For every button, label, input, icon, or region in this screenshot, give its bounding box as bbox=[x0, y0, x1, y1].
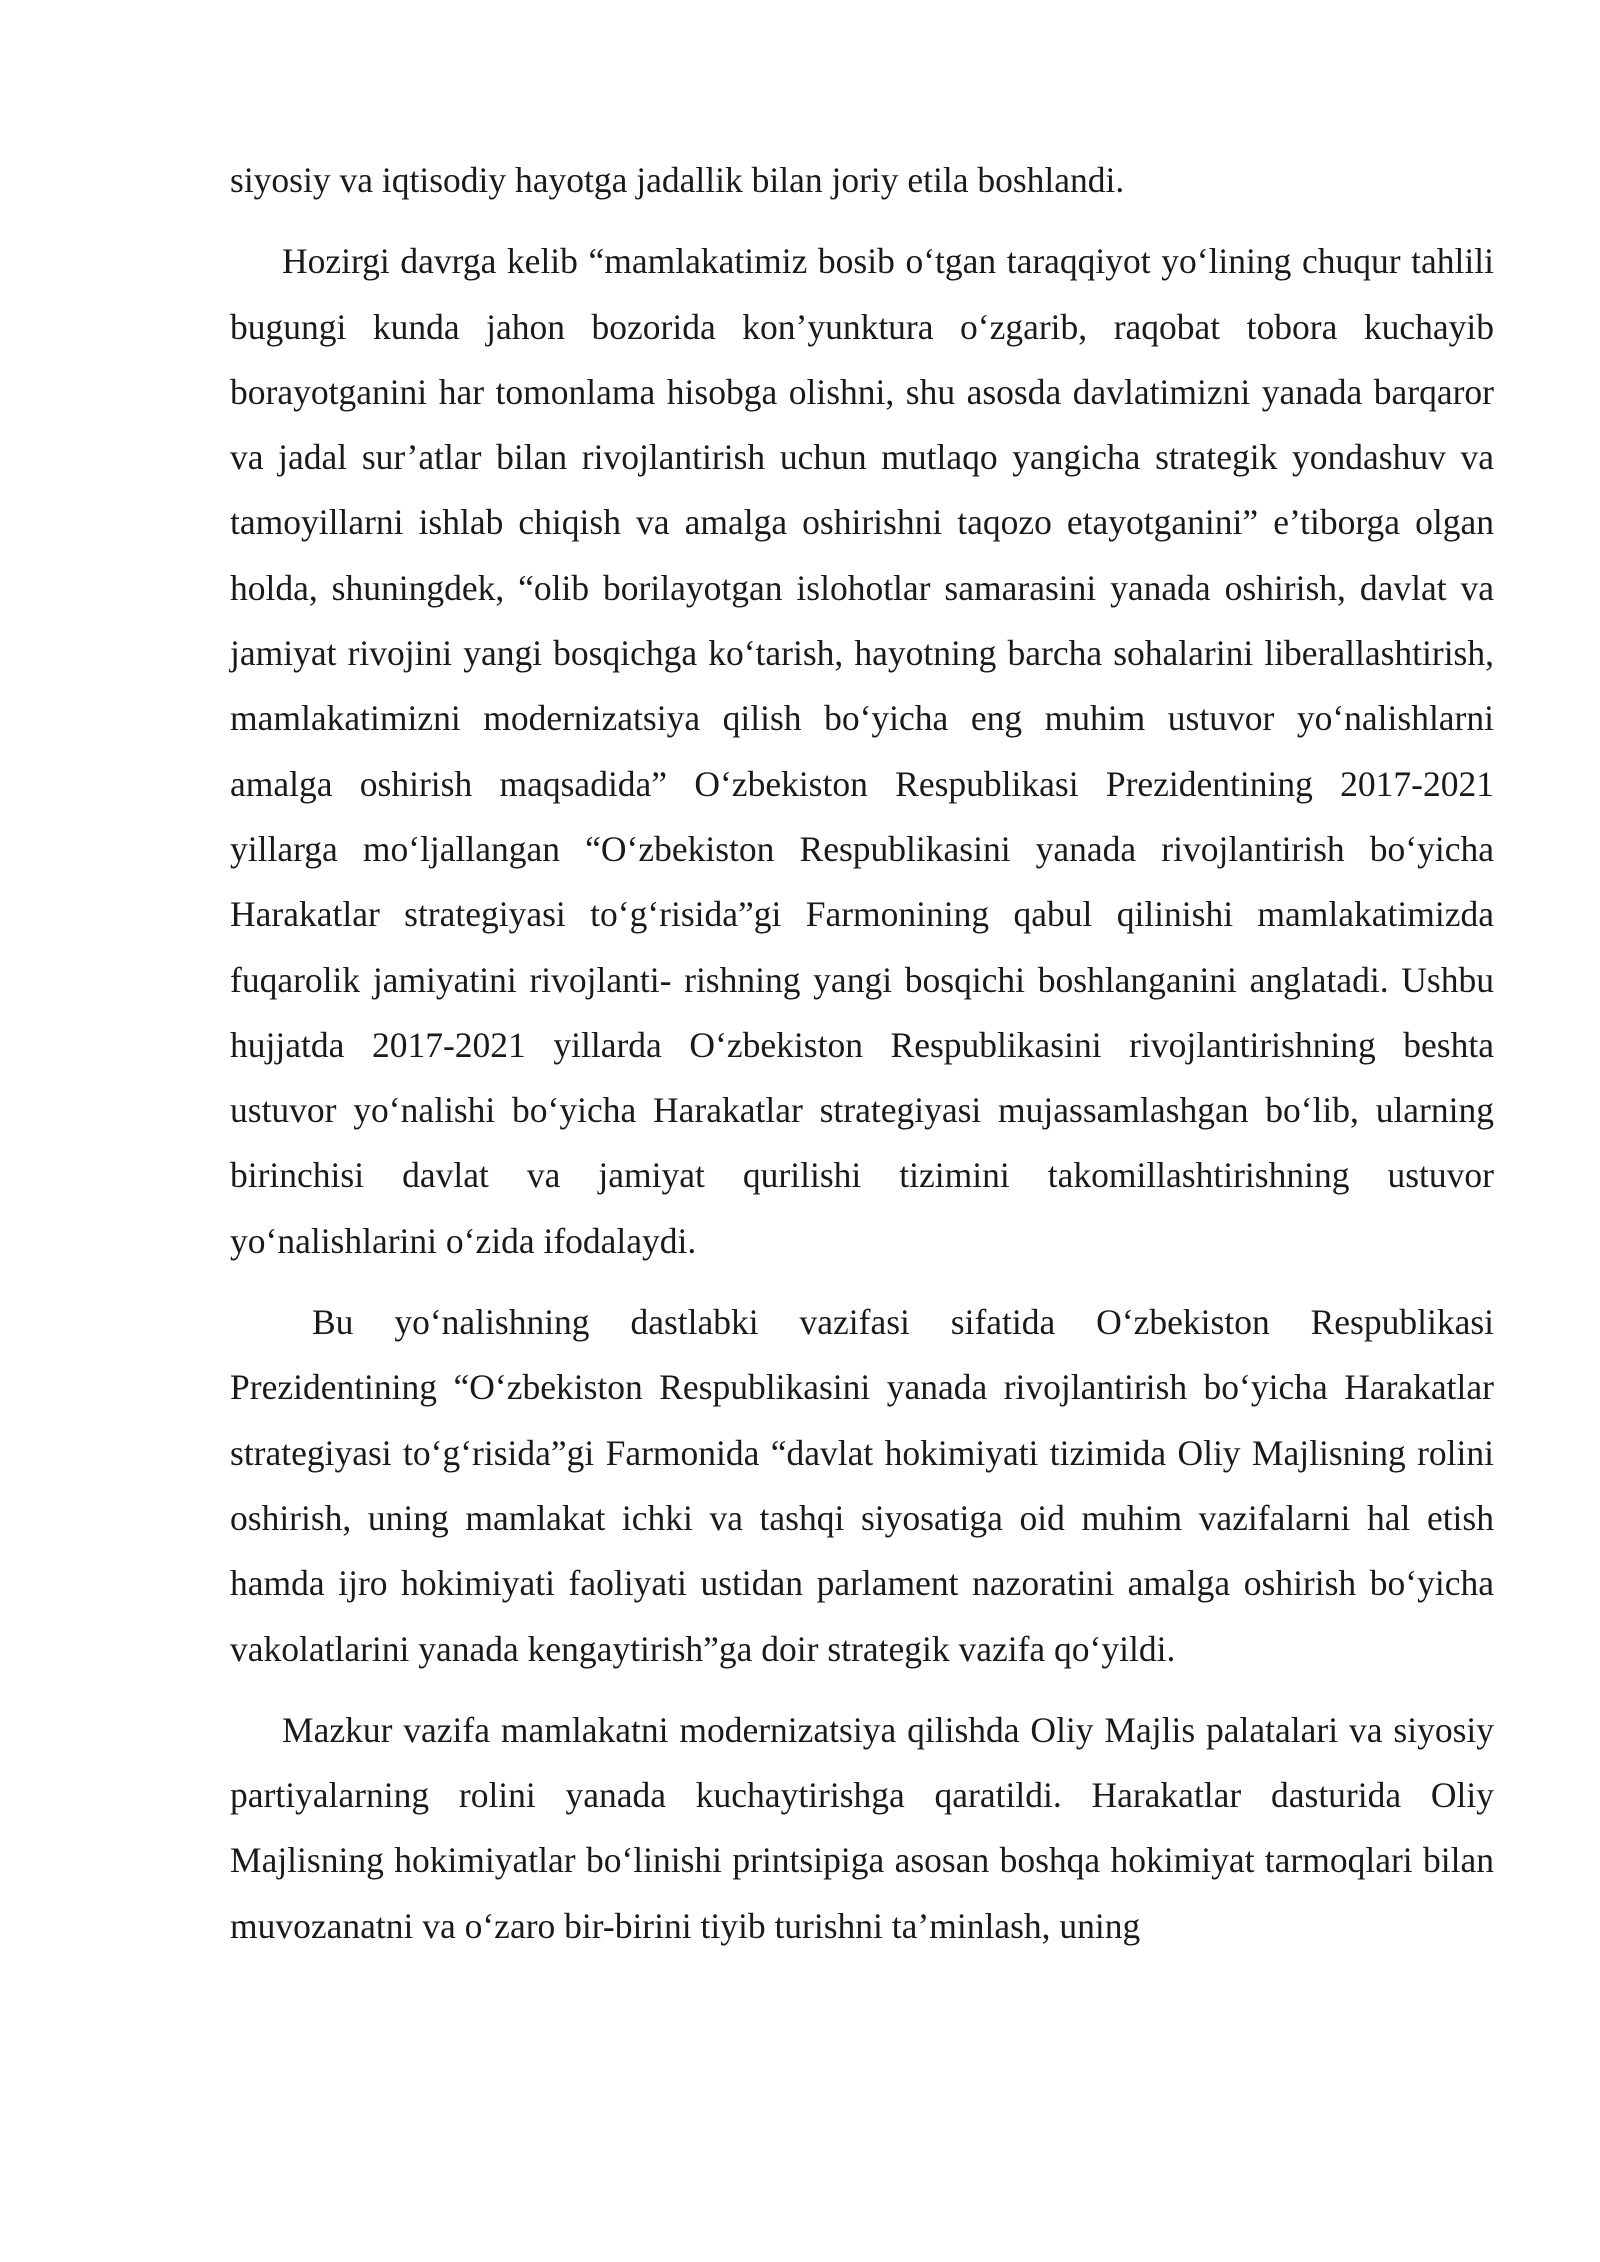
body-text bbox=[230, 148, 1494, 1959]
paragraph-first-task: Bu yoʻnalishning dastlabki vazifasi sifatida Oʻzbekiston Respublikasi Prezidentining “Oʻzbekiston Respublikasini yanada rivojlantirish boʻyicha Harakatlar strategiyasi toʻgʻrisida”gi Farmonida “davlat hokimiyati tizimida Oliy Majlisning rolini oshirish, uning mamlakat ichki va tashqi siyosatiga oid muhim vazifalarni hal etish hamda ijro hokimiyati faoliyati ustidan parlament nazoratini amalga oshirish boʻyicha vakolatlarini yanada kengaytirish”ga doir strategik vazifa qoʻyildi. bbox=[230, 1302, 1494, 1669]
paragraph-continuation: siyosiy va iqtisodiy hayotga jadallik bilan joriy etila boshlandi. bbox=[230, 160, 1125, 200]
paragraph-strategy-context: Hozirgi davrga kelib “mamlakatimiz bosib oʻtgan taraqqiyot yoʻlining chuqur tahlili bugungi kunda jahon bozorida kon’yunktura oʻzgarib, raqobat tobora kuchayib borayotganini har tomonlama hisobga olishni, shu asosda davlatimizni yanada barqaror va jadal sur’atlar bilan rivojlantirish uchun mutlaqo yangicha strategik yondashuv va tamoyillarni ishlab chiqish va amalga oshirishni taqozo etayotganini” e’tiborga olgan holda, shuningdek, “olib borilayotgan islohotlar samarasini yanada oshirish, davlat va jamiyat rivojini yangi bosqichga koʻtarish, hayotning barcha sohalarini liberallashtirish, mamlakatimizni modernizatsiya qilish boʻyicha eng muhim ustuvor yoʻnalishlarni amalga oshirish maqsadida” Oʻzbekiston Respublikasi Prezidentining 2017-2021 yillarga moʻljallangan “Oʻzbekiston Respublikasini yanada rivojlantirish boʻyicha Harakatlar strategiyasi toʻgʻrisida”gi Farmonining qabul qilinishi mamlakatimizda fuqarolik jamiyatini rivojlanti- rishning yangi bosqichi boshlanganini anglatadi. Ushbu hujjatda 2017-2021 yillarda Oʻzbekiston Respublikasini rivojlantirishning beshta ustuvor yoʻnalishi boʻyicha Harakatlar strategiyasi mujassamlashgan boʻlib, ularning birinchisi davlat va jamiyat qurilishi tizimini takomillashtirishning ustuvor yoʻnalishlarini oʻzida ifodalaydi. bbox=[230, 241, 1494, 1261]
paragraph-oliy-majlis-role: Mazkur vazifa mamlakatni modernizatsiya qilishda Oliy Majlis palatalari va siyosiy partiyalarning rolini yanada kuchaytirishga qaratildi. Harakatlar dasturida Oliy Majlisning hokimiyatlar boʻlinishi printsipiga asosan boshqa hokimiyat tarmoqlari bilan muvozanatni va oʻzaro bir-birini tiyib turishni ta’minlash, uning bbox=[230, 1709, 1494, 1946]
